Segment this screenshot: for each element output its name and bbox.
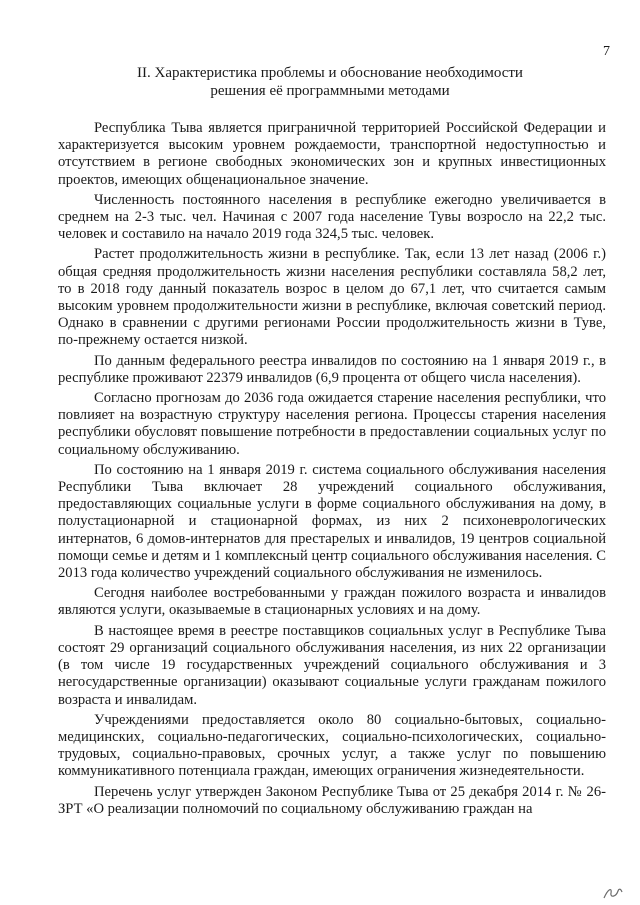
section-heading-line-1: II. Характеристика проблемы и обоснование необходимости xyxy=(137,65,523,81)
paragraph: Растет продолжительность жизни в республике. Так, если 13 лет назад (2006 г.) общая средняя продолжительность жизни населения республики составляла 58,2 лет, то в 2018 году данный показатель возрос в целом до 67,1 лет, что считается самым высоким уровнем продолжительности жизни в республике, включая советский период. Однако в сравнении с другими регионами России продолжительность жизни в Туве, по-прежнему остается низкой. xyxy=(58,246,606,349)
paragraph: Республика Тыва является приграничной территорией Российской Федерации и характеризуется высоким уровнем рождаемости, транспортной недоступностью и отсутствием в регионе свободных экономических зон и крупных инвестиционных проектов, имеющих общенациональное значение. xyxy=(58,120,606,188)
section-heading xyxy=(100,64,560,100)
paragraph: Учреждениями предоставляется около 80 социально-бытовых, социально-медицинских, социально-педагогических, социально-психологических, социально-трудовых, социально-правовых, срочных услуг, а также услуг по повышению коммуникативного потенциала граждан, имеющих ограничения жизнедеятельности. xyxy=(58,711,606,780)
body-text xyxy=(58,120,606,821)
paragraph: Согласно прогнозам до 2036 года ожидается старение населения республики, что повлияет на возрастную структуру населения региона. Процессы старения населения республики обусловят повышение потребности в предоставлении социальных услуг по социальному обслуживанию. xyxy=(58,390,606,458)
paragraph: По данным федерального реестра инвалидов по состоянию на 1 января 2019 г., в республике проживают 22379 инвалидов (6,9 процента от общего числа населения). xyxy=(58,352,606,386)
paragraph: Сегодня наиболее востребованными у граждан пожилого возраста и инвалидов являются услуги, оказываемые в стационарных условиях и на дому. xyxy=(58,585,606,619)
paragraph: Численность постоянного населения в республике ежегодно увеличивается в среднем на 2-3 тыс. чел. Начиная с 2007 года население Тувы возросло на 22,2 тыс. человек и составило на начало 2019 года 324,5 тыс. человек. xyxy=(58,191,606,243)
paragraph: По состоянию на 1 января 2019 г. система социального обслуживания населения Республики Тыва включает 28 учреждений социального обслуживания, предоставляющих социальные услуги в форме социального обслуживания на дому, в полустационарной и стационарной формах, из них 2 психоневрологических интернатов, 6 домов-интернатов для престарелых и инвалидов, 19 центров социальной помощи семье и детям и 1 комплексный центр социального обслуживания населения. С 2013 года количество учреждений социального обслуживания не изменилось. xyxy=(58,461,606,582)
page-number: 7 xyxy=(603,44,610,59)
paragraph: Перечень услуг утвержден Законом Республике Тыва от 25 декабря 2014 г. № 26-ЗРТ «О реализации полномочий по социальному обслуживанию граждан на xyxy=(58,783,606,817)
paragraph: В настоящее время в реестре поставщиков социальных услуг в Республике Тыва состоят 29 организаций социального обслуживания населения, из них 22 организации (в том числе 19 государственных учреждений социального обслуживания и 3 негосударственные организации) оказывают социальные услуги гражданам пожилого возраста и инвалидам. xyxy=(58,622,606,708)
section-heading-line-2: решения её программными методами xyxy=(210,83,450,99)
handwritten-mark xyxy=(602,885,624,901)
